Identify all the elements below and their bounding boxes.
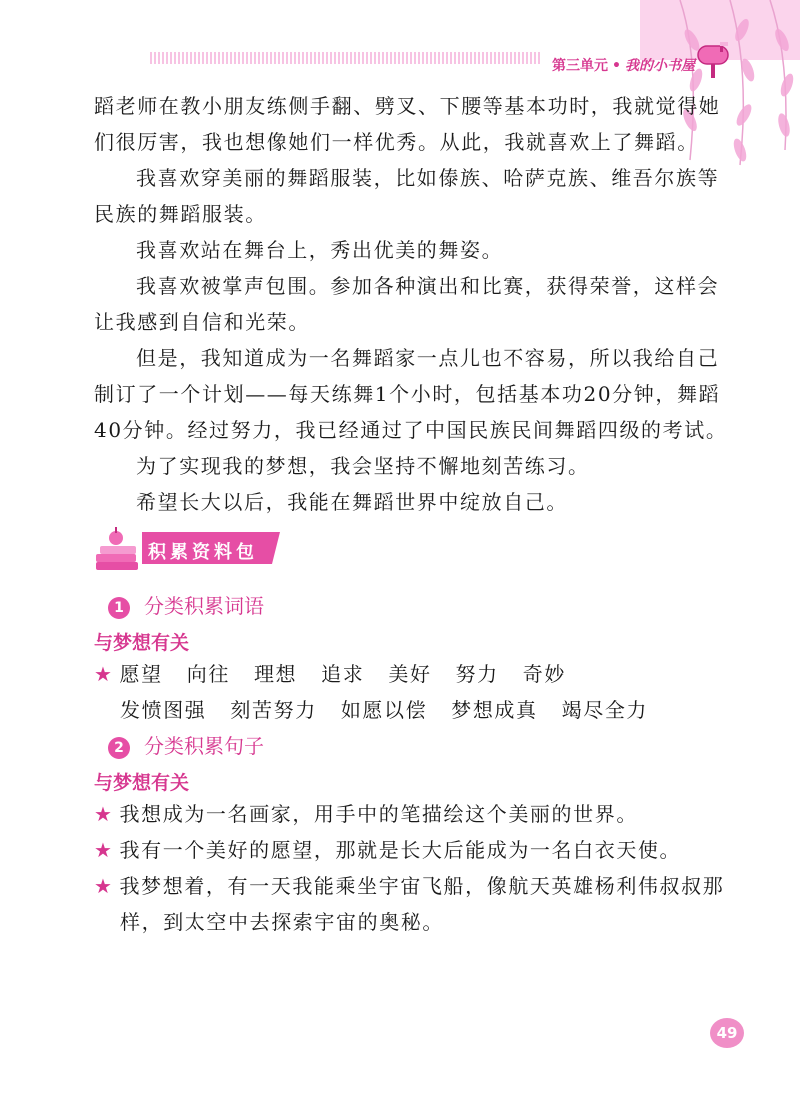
section-1-title-text: 分类积累词语 [144,594,264,618]
header-subtitle: 我的小书屋 [624,58,695,74]
books-icon [96,527,138,570]
section-2-number: 2 [108,737,130,759]
word-item: 向往 [186,662,230,686]
word-item: 努力 [455,662,499,686]
text-line: 希望长大以后，我能在舞蹈世界中绽放自己。 [136,490,568,514]
word-item: 如愿以偿 [340,698,428,722]
star-icon: ★ [94,802,114,826]
header-stripe [150,52,542,64]
header-unit-label [552,55,695,75]
text-line: 为了实现我的梦想，我会坚持不懈地刻苦练习。 [136,454,590,478]
word-item: 发愤图强 [120,698,207,722]
text-line: 蹈老师在教小朋友练侧手翻、劈叉、下腰等基本功时，我就觉得她 [94,94,721,118]
text-line: 让我感到自信和光荣。 [94,310,310,334]
text-line: 民族的舞蹈服装。 [94,202,267,226]
banner-title: 积累资料包 [148,542,258,563]
text-line: 们很厉害，我也想像她们一样优秀。从此，我就喜欢上了舞蹈。 [94,130,699,154]
paragraph-5 [94,340,728,448]
paragraph-4 [94,268,720,340]
section-2-title [108,732,264,760]
section-2-title-text: 分类积累句子 [144,734,264,758]
text-line: 我喜欢被掌声包围。参加各种演出和比赛，获得荣誉，这样会 [136,274,720,298]
sentence-text-continued: 样，到太空中去探索宇宙的奥秘。 [120,910,444,934]
star-icon: ★ [94,662,114,686]
text-line: 我喜欢站在舞台上，秀出优美的舞姿。 [136,238,504,262]
word-item: 理想 [253,662,298,686]
mailbox-icon [692,38,734,80]
header-dot: • [612,58,621,74]
section-1-subhead: 与梦想有关 [94,632,190,654]
star-icon: ★ [94,838,114,862]
word-item: 竭尽全力 [561,698,649,722]
paragraph-2 [94,160,720,232]
paragraph-1 [94,88,721,160]
paragraph-3 [94,232,714,268]
word-item: 梦想成真 [451,698,538,722]
word-row-1 [94,656,590,692]
page-number: 49 [710,1018,744,1048]
paragraph-6 [94,448,714,484]
sentence-1 [94,796,638,832]
sentence-3 [94,868,724,940]
word-item: 愿望 [119,662,163,686]
section-1-number: 1 [108,597,130,619]
text-line: 制订了一个计划——每天练舞1个小时，包括基本功20分钟，舞蹈 [94,382,721,406]
sentence-text: 我有一个美好的愿望，那就是长大后能成为一名白衣天使。 [119,838,682,862]
word-item: 奇妙 [522,662,566,686]
text-line: 但是，我知道成为一名舞蹈家一点儿也不容易，所以我给自己 [136,346,720,370]
word-item: 刻苦努力 [230,698,317,722]
word-item: 美好 [388,662,432,686]
sentence-2 [94,832,681,868]
word-row-2 [120,692,672,728]
section-2-subhead: 与梦想有关 [94,772,190,794]
text-line: 我喜欢穿美丽的舞蹈服装，比如傣族、哈萨克族、维吾尔族等 [136,166,720,190]
text-line: 40分钟。经过努力，我已经通过了中国民族民间舞蹈四级的考试。 [94,418,728,442]
paragraph-7 [94,484,714,520]
sentence-text: 我想成为一名画家，用手中的笔描绘这个美丽的世界。 [119,802,638,826]
word-item: 追求 [321,662,365,686]
sentence-text: 我梦想着，有一天我能乘坐宇宙飞船，像航天英雄杨利伟叔叔那 [119,874,725,898]
star-icon: ★ [94,874,114,898]
section-1-title [108,592,264,620]
unit-title: 第三单元 [552,58,608,74]
